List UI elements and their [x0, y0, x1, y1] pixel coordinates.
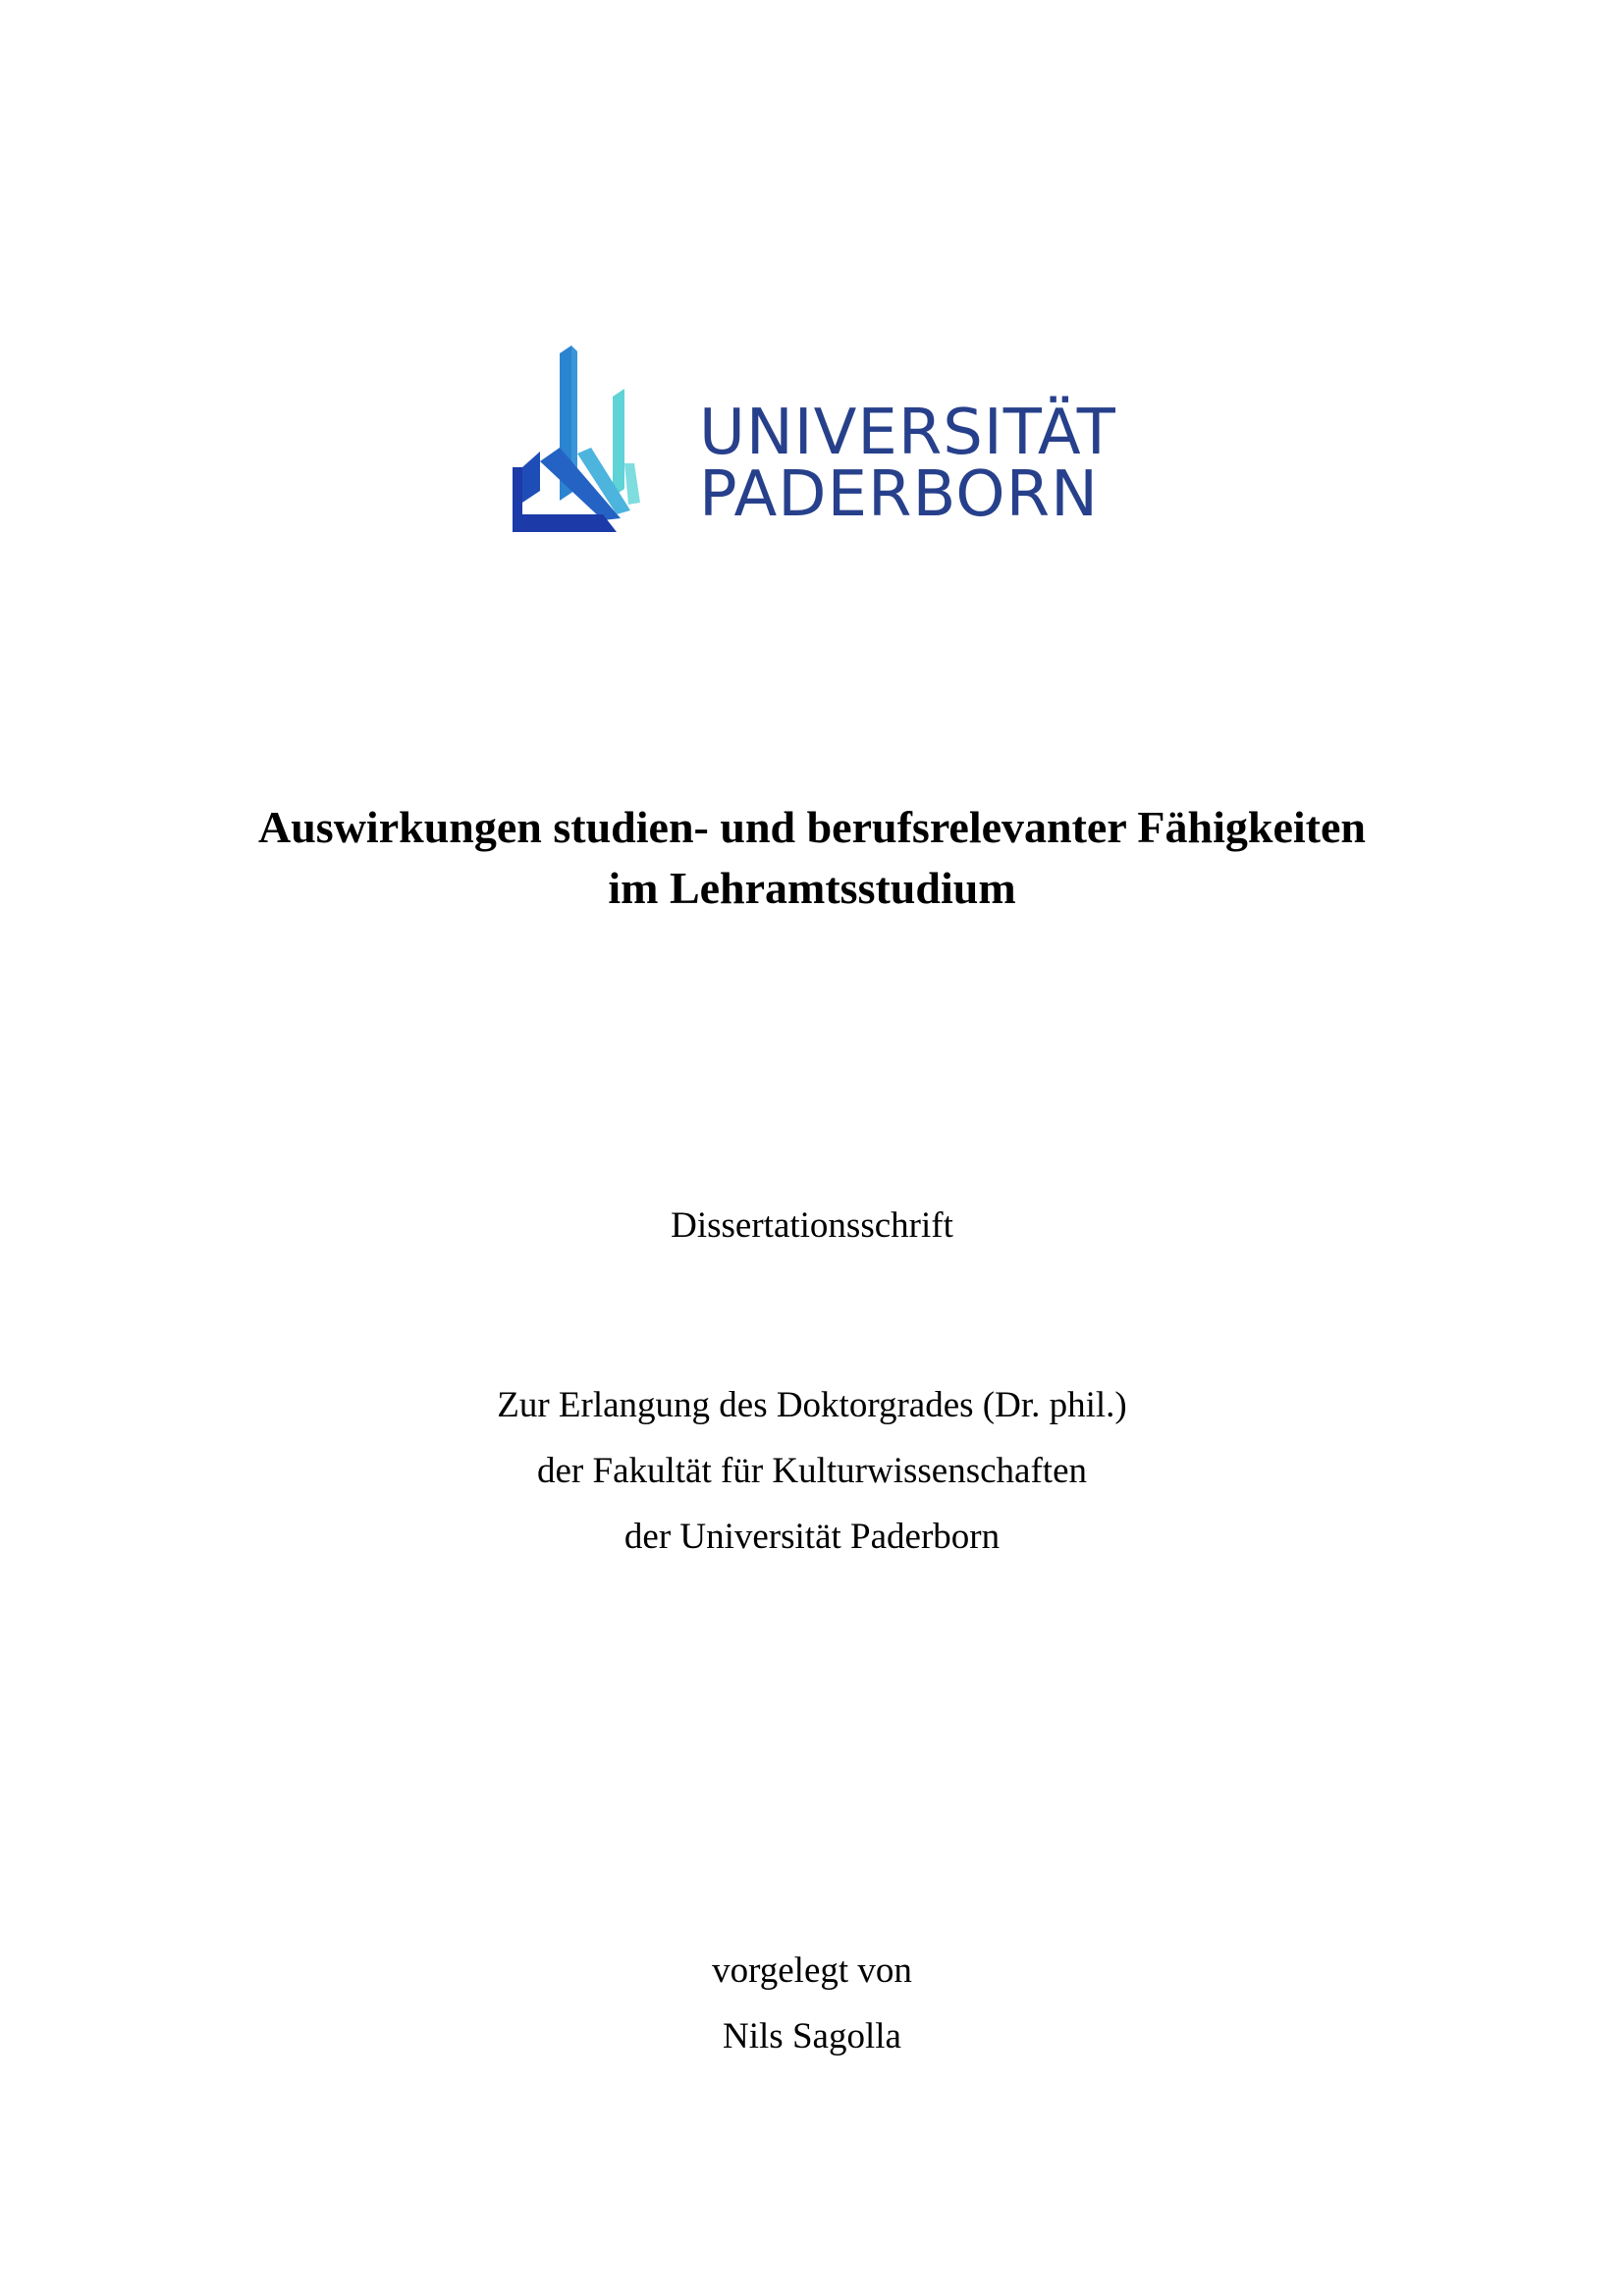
degree-purpose-line3: der Universität Paderborn [623, 1517, 1001, 1557]
degree-purpose [0, 1372, 1624, 1570]
university-logo [513, 346, 1121, 538]
degree-purpose-line1: Zur Erlangung des Doktorgrades (Dr. phil.) [497, 1385, 1127, 1425]
thesis-title-line1: Auswirkungen studien- und berufsrelevanter Fähigkeiten [258, 802, 1366, 852]
thesis-title [0, 797, 1624, 919]
document-type: Dissertationsschrift [671, 1205, 953, 1246]
degree-purpose-line2: der Fakultät für Kulturwissenschaften [537, 1451, 1087, 1491]
university-wordmark-line1: UNIVERSITÄT [699, 397, 1116, 469]
thesis-title-line2: im Lehramtsstudium [608, 863, 1016, 913]
university-emblem-icon [513, 346, 660, 538]
author-label: vorgelegt von [712, 1950, 912, 1991]
author-name: Nils Sagolla [723, 2016, 901, 2056]
university-wordmark-line2: PADERBORN [699, 458, 1099, 531]
author-block [0, 1938, 1624, 2069]
university-wordmark [699, 397, 1116, 531]
